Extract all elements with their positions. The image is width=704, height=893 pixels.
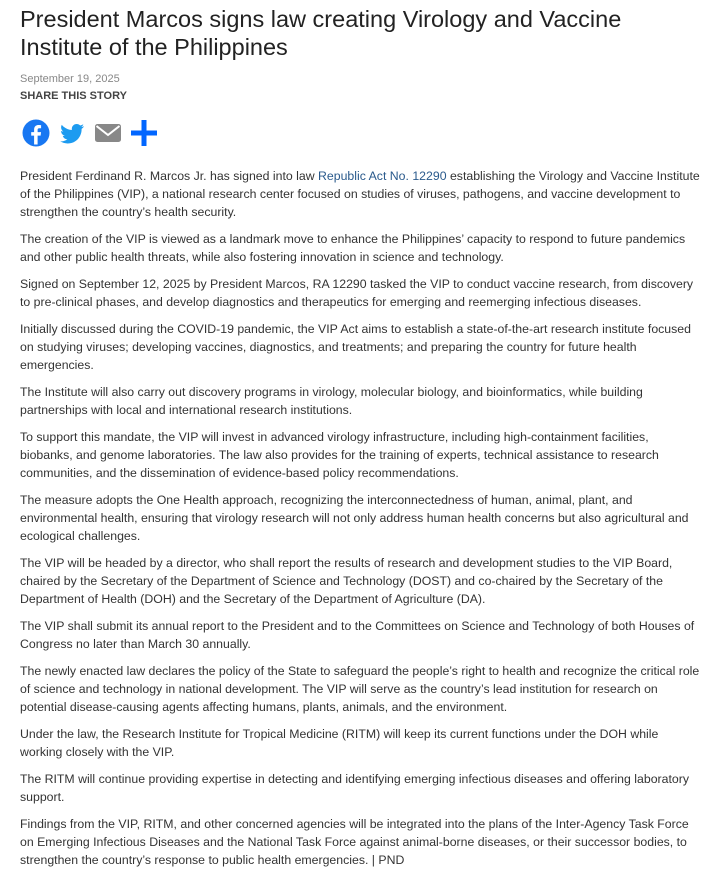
- article-title: President Marcos signs law creating Virology and Vaccine Institute of the Philippines: [20, 6, 622, 60]
- article-paragraph-3: Signed on September 12, 2025 by President Marcos, RA 12290 tasked the VIP to conduct vaccine research, from discovery to pre-clinical phases, and develop diagnostics and therapeutics for emerging and reemerging infectious diseases.: [20, 277, 694, 309]
- share-plus-icon: [128, 117, 160, 149]
- paragraph-text: establishing the Virology and Vaccine Institute of the Philippines (VIP), a national research center focused on studies of viruses, pathogens, and vaccine development to strengthen the country’s health security.: [20, 169, 700, 219]
- paragraph-text: President Ferdinand R. Marcos Jr. has signed into law: [20, 169, 319, 183]
- article: [20, 0, 704, 878]
- share-bar: [20, 117, 704, 149]
- twitter-share-button[interactable]: [56, 117, 88, 149]
- article-paragraph-13: Findings from the VIP, RITM, and other concerned agencies will be integrated into the plans of the Inter-Agency Task Force on Emerging Infectious Diseases and the National Task Force against animal-borne diseases, or their successor bodies, to strengthen the country’s response to public health emergencies. | PND: [20, 817, 689, 867]
- email-share-button[interactable]: [92, 117, 124, 149]
- article-paragraph-6: To support this mandate, the VIP will invest in advanced virology infrastructure, including high-containment facilities, biobanks, and genome laboratories. The law also provides for the training of experts, technical assistance to research communities, and the dissemination of evidence-based policy recommendations.: [20, 430, 659, 480]
- article-paragraph-5: The Institute will also carry out discovery programs in virology, molecular biology, and bioinformatics, while building partnerships with local and international research institutions.: [20, 385, 643, 417]
- email-icon: [92, 117, 124, 149]
- article-paragraph-8: The VIP will be headed by a director, who shall report the results of research and development studies to the VIP Board, chaired by the Secretary of the Department of Science and Technology (DOST) and co-chaired by the Secretary of the Department of Health (DOH) and the Secretary of the Department of Agriculture (DA).: [20, 556, 673, 606]
- twitter-icon: [56, 117, 88, 149]
- article-paragraph-10: The newly enacted law declares the policy of the State to safeguard the people’s right to health and recognize the critical role of science and technology in national development. The VIP will serve as the country’s lead institution for research on potential disease-causing agents affecting humans, plants, animals, and the environment.: [20, 664, 700, 714]
- article-paragraph-7: The measure adopts the One Health approach, recognizing the interconnectedness of human, animal, plant, and environmental health, ensuring that virology research will not only address human health concerns but also agricultural and ecological challenges.: [20, 493, 689, 543]
- facebook-share-button[interactable]: [20, 117, 52, 149]
- article-paragraph-12: The RITM will continue providing expertise in detecting and identifying emerging infectious diseases and offering laboratory support.: [20, 772, 689, 804]
- article-body: [20, 167, 704, 869]
- article-paragraph-9: The VIP shall submit its annual report to the President and to the Committees on Science and Technology of both Houses of Congress no later than March 30 annually.: [20, 619, 695, 651]
- article-paragraph-11: Under the law, the Research Institute for Tropical Medicine (RITM) will keep its current functions under the DOH while working closely with the VIP.: [20, 727, 659, 759]
- facebook-icon: [20, 117, 52, 149]
- share-label: SHARE THIS STORY: [20, 90, 127, 102]
- article-paragraph-2: The creation of the VIP is viewed as a landmark move to enhance the Philippines’ capacity to respond to future pandemics and other public health threats, while also fostering innovation in science and technology.: [20, 232, 686, 264]
- article-paragraph-1: [20, 167, 704, 221]
- share-more-button[interactable]: [128, 117, 160, 149]
- article-date: September 19, 2025: [20, 73, 120, 85]
- article-paragraph-4: Initially discussed during the COVID-19 pandemic, the VIP Act aims to establish a state-of-the-art research institute focused on studying viruses; developing vaccines, diagnostics, and treatments; and preparing the country for future health emergencies.: [20, 322, 691, 372]
- republic-act-link[interactable]: Republic Act No. 12290: [318, 169, 447, 183]
